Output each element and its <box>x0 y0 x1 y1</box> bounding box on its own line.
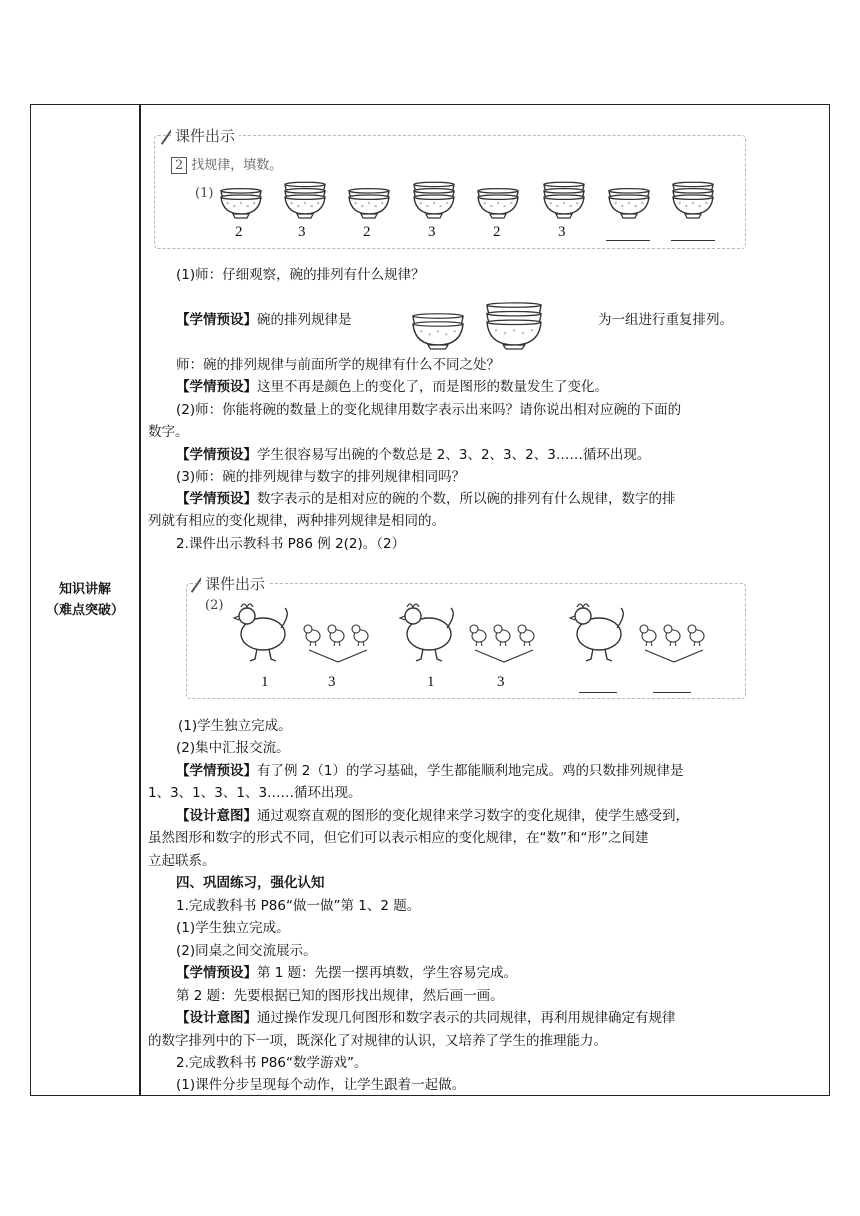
chick-head <box>352 625 360 633</box>
bowl-stack <box>414 182 454 218</box>
bowl-rim <box>413 322 463 326</box>
paragraph: 列就有相应的变化规律，两种排列规律是相同的。 <box>148 513 445 529</box>
bowl-dot <box>428 333 430 335</box>
inline-bowl-group <box>406 295 556 353</box>
hen <box>234 604 287 661</box>
sub-label: (1) <box>195 186 214 201</box>
bowl-dot <box>614 202 616 204</box>
bowl-dot <box>453 330 455 332</box>
tag: 【设计意图】 <box>176 808 257 824</box>
bowl-rim <box>414 189 454 193</box>
hen-comb <box>407 604 419 607</box>
bowl-dot <box>621 205 623 207</box>
section-heading: 四、巩固练习，强化认知 <box>176 875 325 891</box>
text: 数字表示的是相对应的碗的个数，所以碗的排列有什么规律，数字的排 <box>257 491 676 507</box>
bowl-dot <box>240 202 242 204</box>
hen-beak <box>570 616 575 620</box>
paragraph: (2)师：你能将碗的数量上的变化规律用数字表示出来吗？请你说出相对应碗的下面的 <box>176 402 682 418</box>
bowl-stack <box>609 189 649 218</box>
hen-legs <box>416 649 442 661</box>
bowl-rim <box>414 195 454 199</box>
bowl-stack <box>221 189 261 218</box>
bowl-rim <box>221 189 261 193</box>
paragraph <box>148 310 352 330</box>
paragraph: (2)同桌之间交流展示。 <box>176 943 317 959</box>
chicken-number: 3 <box>497 674 505 690</box>
bowl-rim <box>285 195 325 199</box>
bowl-dot <box>419 202 421 204</box>
chick <box>518 625 534 646</box>
chick-head <box>640 625 648 633</box>
bowl-dot <box>490 205 492 207</box>
chick <box>664 625 680 646</box>
bowl-dot <box>556 205 558 207</box>
section-label-line1: 知识讲解 <box>58 582 111 597</box>
hen-comb <box>241 604 253 607</box>
bowl-dot <box>361 205 363 207</box>
paragraph: (1)师：仔细观察，碗的排列有什么规律？ <box>176 267 425 283</box>
chicken-number: 3 <box>328 674 336 690</box>
bowl-number: 3 <box>298 224 306 240</box>
bowl-rim <box>673 182 713 186</box>
bowl-dot <box>628 202 630 204</box>
hen-beak <box>400 616 405 620</box>
bowl-rim <box>413 314 463 318</box>
paragraph: 第 2 题：先要根据已知的图形找出规律，然后画一画。 <box>176 988 504 1004</box>
bowl-dot <box>226 202 228 204</box>
bowl-dot <box>304 202 306 204</box>
paragraph: 2.完成教科书 P86“数学游戏”。 <box>176 1055 368 1071</box>
bowl-foot <box>428 345 448 349</box>
chick-head <box>688 625 696 633</box>
chick-head <box>328 625 336 633</box>
bowl-rim <box>414 182 454 186</box>
paragraph <box>148 377 608 397</box>
answer-blank[interactable] <box>653 692 691 693</box>
section-label <box>31 579 139 621</box>
bowl-dot <box>510 202 512 204</box>
chick-head <box>304 625 312 633</box>
paragraph <box>148 489 676 509</box>
paragraph: 2.课件出示教科书 P86 例 2(2)。（2） <box>176 536 406 552</box>
bowl-dot <box>513 329 515 331</box>
courseware-figure-bowls <box>154 127 746 249</box>
paragraph <box>148 761 683 781</box>
courseware-header: 课件出示 <box>171 125 239 146</box>
tag: 【学情预设】 <box>176 379 257 395</box>
paragraph: (1)学生独立完成。 <box>176 920 290 936</box>
bowl-dot <box>246 205 248 207</box>
chick <box>470 625 486 646</box>
bowl-rim <box>349 195 389 199</box>
chick <box>494 625 510 646</box>
bowl-foot <box>685 214 701 218</box>
hen-beak <box>234 616 239 620</box>
answer-blank[interactable] <box>606 240 650 241</box>
hen-head <box>405 608 421 624</box>
bowl-dot <box>497 202 499 204</box>
bowl-dot <box>445 333 447 335</box>
group-bracket <box>309 650 367 662</box>
text: 学生很容易写出碗的个数总是 2、3、2、3、2、3……循环出现。 <box>257 447 651 463</box>
tag: 【学情预设】 <box>176 965 257 981</box>
bowl-dot <box>317 202 319 204</box>
tag: 【学情预设】 <box>176 763 257 779</box>
group-bracket <box>475 650 533 662</box>
bowl-dot <box>531 329 533 331</box>
chick-head <box>494 625 502 633</box>
bowl-dot <box>310 205 312 207</box>
bowl-rim <box>673 189 713 193</box>
sub-label: (2) <box>205 598 224 613</box>
chick <box>688 625 704 646</box>
bowl-foot <box>233 214 249 218</box>
bowl-number: 2 <box>235 224 243 240</box>
paragraph: 虽然图形和数字的形式不同，但它们可以表示相应的变化规律，在“数”和“形”之间建 <box>148 830 649 846</box>
text: 通过观察直观的图形的变化规律来学习数字的变化规律，使学生感受到， <box>257 808 689 824</box>
bowl <box>487 322 541 345</box>
bowl-foot <box>361 214 377 218</box>
bowl-dot <box>354 202 356 204</box>
bowl-dot <box>437 330 439 332</box>
bowl-number: 3 <box>428 224 436 240</box>
bowl-dot <box>433 202 435 204</box>
bowl-foot <box>621 214 637 218</box>
bowl-rim <box>673 195 713 199</box>
paragraph: 1.完成教科书 P86“做一做”第 1、2 题。 <box>176 898 421 914</box>
bowl-dot <box>576 202 578 204</box>
hen-comb <box>577 604 589 607</box>
bowl-dot <box>483 202 485 204</box>
bowl-dot <box>685 205 687 207</box>
paragraph <box>148 806 689 826</box>
bowl-dot <box>426 205 428 207</box>
bowl-number: 2 <box>363 224 371 240</box>
paragraph: 立起联系。 <box>148 853 216 869</box>
bowl-dot <box>253 202 255 204</box>
bowl-rim <box>609 189 649 193</box>
courseware-figure-chickens <box>186 575 746 699</box>
bowl-dot <box>641 202 643 204</box>
problem-text: 找规律，填数。 <box>191 158 283 173</box>
bowl-stack <box>285 182 325 218</box>
bowl-rim <box>544 182 584 186</box>
bowl-sequence <box>155 136 747 250</box>
bowl-foot <box>297 214 313 218</box>
bowl-dot <box>381 202 383 204</box>
tag: 【学情预设】 <box>176 312 257 328</box>
chicken-number: 1 <box>261 674 269 690</box>
bowl-foot <box>503 345 525 349</box>
bowl-dot <box>563 202 565 204</box>
text: 这里不再是颜色上的变化了，而是图形的数量发生了变化。 <box>257 379 608 395</box>
chick <box>640 625 656 646</box>
bowl-dot <box>698 205 700 207</box>
paragraph: (1)学生独立完成。 <box>178 718 292 734</box>
bowl-dot <box>368 202 370 204</box>
paragraph <box>148 1008 676 1028</box>
bowl-rim <box>544 189 584 193</box>
hen-legs <box>586 649 612 661</box>
bowl-dot <box>439 205 441 207</box>
bowl-stack <box>544 182 584 218</box>
bowl-dot <box>678 202 680 204</box>
bowl-rim <box>285 182 325 186</box>
paragraph: 的数字排列中的下一项，既深化了对规律的认识，又培养了学生的推理能力。 <box>148 1033 607 1049</box>
column-divider <box>139 105 141 1095</box>
bowl-dot <box>446 202 448 204</box>
hen <box>400 604 453 661</box>
paragraph: 师：碗的排列规律与前面所学的规律有什么不同之处？ <box>176 357 500 373</box>
chick-head <box>664 625 672 633</box>
bowl-dot <box>495 329 497 331</box>
chick <box>328 625 344 646</box>
bowl-dot <box>420 330 422 332</box>
bowl-dot <box>705 202 707 204</box>
chick-head <box>518 625 526 633</box>
text: 有了例 2（1）的学习基础，学生都能顺利地完成。鸡的只数排列规律是 <box>257 763 684 779</box>
bowl-foot <box>490 214 506 218</box>
bowl-rim <box>478 195 518 199</box>
lesson-table <box>30 104 830 1096</box>
bowl-dot <box>634 205 636 207</box>
chicken-number: 1 <box>427 674 435 690</box>
chick <box>352 625 368 646</box>
bowl-foot <box>556 214 572 218</box>
text: 通过操作发现几何图形和数字表示的共同规律，再利用规律确定有规律 <box>257 1010 676 1026</box>
chick <box>304 625 320 646</box>
bowl-rim <box>487 312 541 316</box>
bowl-rim <box>285 189 325 193</box>
bowl-stack <box>478 189 518 218</box>
bowl-stack <box>673 182 713 218</box>
bowl-rim <box>609 195 649 199</box>
text: 碗的排列规律是 <box>257 312 352 328</box>
bowl-rim <box>544 195 584 199</box>
bowl-dot <box>374 205 376 207</box>
chick-head <box>470 625 478 633</box>
answer-blank[interactable] <box>579 692 617 693</box>
bowl-stack <box>349 189 389 218</box>
bowl-dot <box>290 202 292 204</box>
courseware-header: 课件出示 <box>201 573 269 594</box>
hen-head <box>239 608 255 624</box>
bowl-stack <box>413 314 463 349</box>
hen <box>570 604 623 661</box>
bowl-stack <box>487 303 541 349</box>
bowl-rim <box>221 195 261 199</box>
group-bracket <box>645 650 703 662</box>
section-label-line2: （难点突破） <box>45 603 124 618</box>
paragraph-tail: 为一组进行重复排列。 <box>598 312 733 328</box>
bowl-dot <box>692 202 694 204</box>
bowl-dot <box>504 332 506 334</box>
hen-head <box>575 608 591 624</box>
paragraph <box>148 445 650 465</box>
problem-number: 2 <box>171 157 187 174</box>
bowl-rim <box>487 303 541 307</box>
tag: 【设计意图】 <box>176 1010 257 1026</box>
text: 第 1 题：先摆一摆再填数，学生容易完成。 <box>257 965 518 981</box>
tag: 【学情预设】 <box>176 491 257 507</box>
paragraph: 1、3、1、3、1、3……循环出现。 <box>148 785 362 801</box>
bowl-dot <box>503 205 505 207</box>
bowl-rim <box>478 189 518 193</box>
bowl-dot <box>569 205 571 207</box>
paragraph: (2)集中汇报交流。 <box>176 740 290 756</box>
bowl-foot <box>426 214 442 218</box>
bowl-dot <box>297 205 299 207</box>
paragraph: 数字。 <box>148 424 189 440</box>
bowl <box>413 324 463 345</box>
bowl-number: 3 <box>558 224 566 240</box>
paragraph: (1)课件分步呈现每个动作，让学生跟着一起做。 <box>176 1077 466 1093</box>
bowl-dot <box>549 202 551 204</box>
chicken-sequence <box>187 584 747 700</box>
tag: 【学情预设】 <box>176 447 257 463</box>
bowl-dot <box>522 332 524 334</box>
bowl-number: 2 <box>493 224 501 240</box>
answer-blank[interactable] <box>671 240 715 241</box>
hen-legs <box>250 649 276 661</box>
bowl-rim <box>349 189 389 193</box>
bowl-dot <box>233 205 235 207</box>
bowl-rim <box>487 320 541 324</box>
paragraph <box>148 963 517 983</box>
paragraph: (3)师：碗的排列规律与数字的排列规律相同吗？ <box>176 469 466 485</box>
